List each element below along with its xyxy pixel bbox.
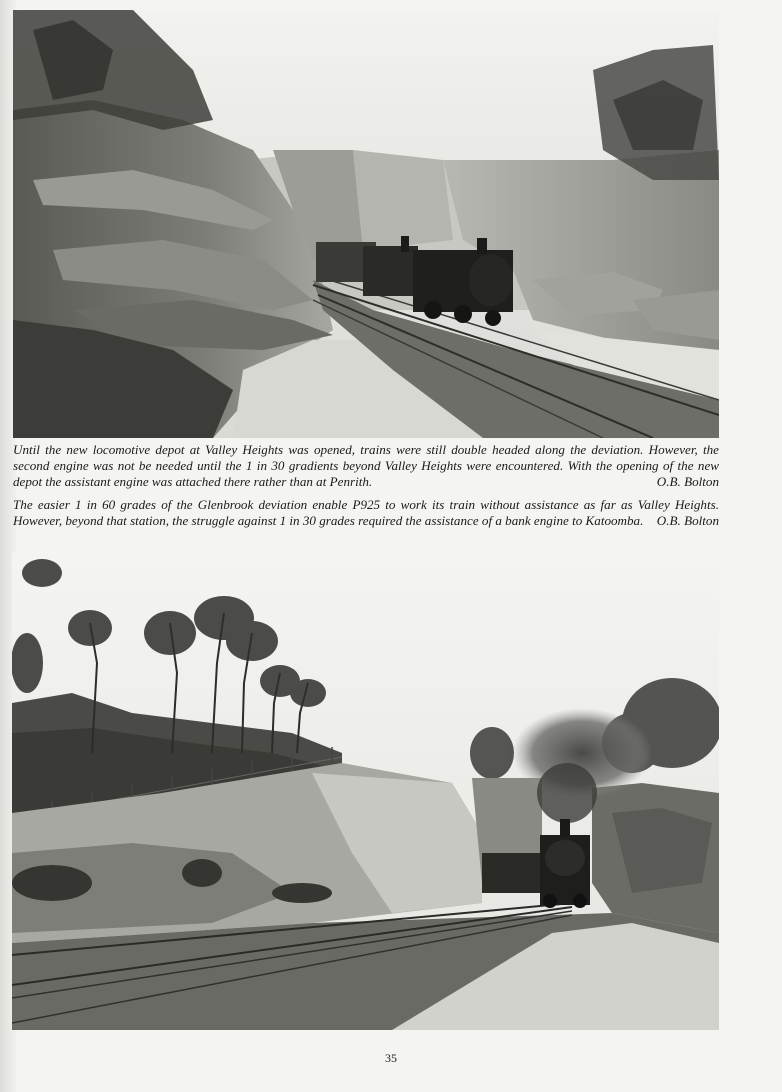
photo-top-double-headed-train [13, 10, 719, 438]
caption-top-photo [13, 442, 719, 491]
photo-credit: O.B. Bolton [656, 513, 719, 529]
caption-bottom-photo [13, 497, 719, 529]
caption-text: Until the new locomotive depot at Valley Heights was opened, trains were still double headed along the deviation. However, the second engine was not be needed until the 1 in 30 gradients beyond Valley Heights were encountered. With the opening of the new depot the assistant engine was attached there rather than at Penrith. [13, 442, 719, 490]
photo-credit: O.B. Bolton [656, 474, 719, 490]
caption-text: The easier 1 in 60 grades of the Glenbrook deviation enable P925 to work its train without assistance as far as Valley Heights. However, beyond that station, the struggle against 1 in 30 grades required the assistance of a bank engine to Katoomba. [13, 497, 719, 529]
photo-bottom-p925-in-cutting [12, 553, 719, 1030]
page-number: 35 [385, 1051, 397, 1065]
